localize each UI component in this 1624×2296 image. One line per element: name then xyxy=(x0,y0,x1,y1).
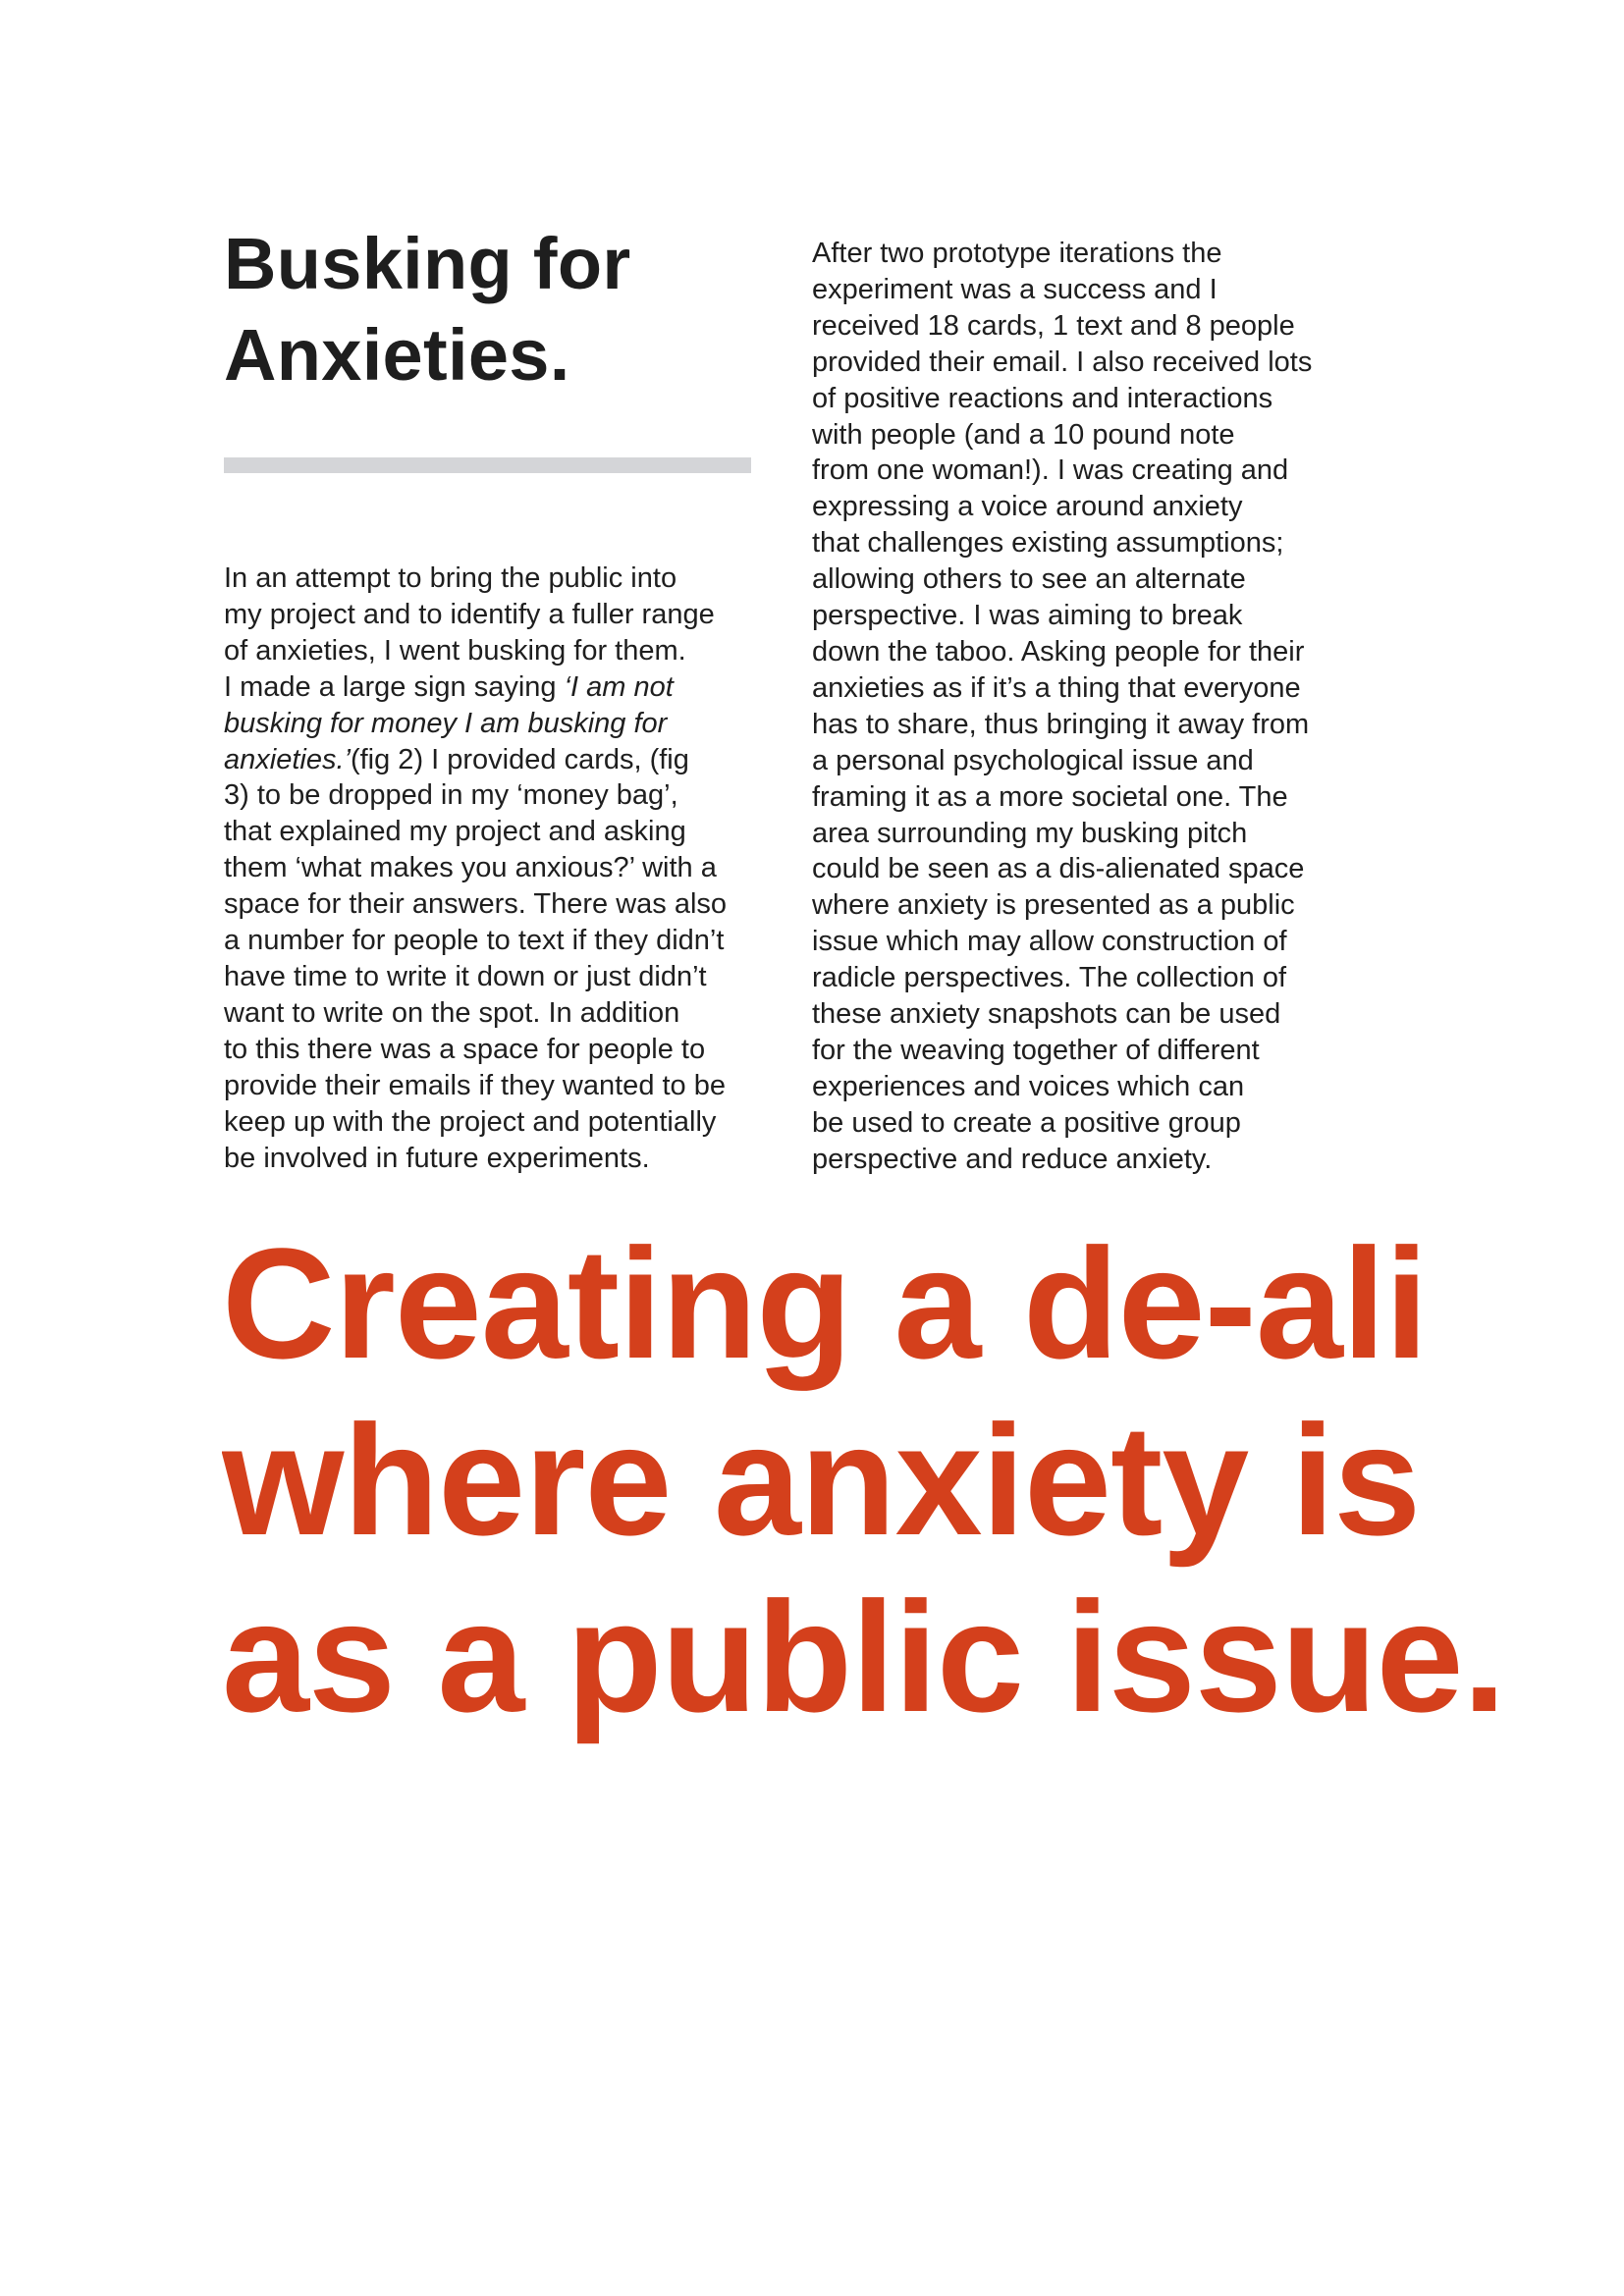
left-column-text-after-quote: (fig 2) I provided cards, (fig 3) to be dropped in my ‘money bag’, that explained my project and asking them ‘what makes you anxious?’ with a space for their answers. There was also a number for people to text if they didn’t have time to write it down or just didn’t want to write on the spot. In addition to this there was a space for people to provide their emails if they wanted to be keep up with the project and potentially be involved in future experiments. xyxy=(224,743,728,1174)
pull-quote xyxy=(222,1215,1624,1745)
left-column-quoted-sign: ‘I am not busking for money I am busking for anxieties.’ xyxy=(224,670,674,775)
article-title-line-1: Busking for xyxy=(224,223,631,304)
title-divider xyxy=(224,457,751,473)
article-title xyxy=(224,218,754,400)
article-title-line-2: Anxieties. xyxy=(224,314,570,396)
pull-quote-line-2: where anxiety is xyxy=(222,1392,1421,1568)
left-column-text-before-quote: In an attempt to bring the public into my project and to identify a fuller range of anxieties, I went busking for them. I made a large sign saying xyxy=(224,562,715,703)
left-column-paragraph xyxy=(224,561,813,1176)
pull-quote-line-3: as a public issue. xyxy=(222,1569,1505,1744)
right-column-paragraph: After two prototype iterations the experiment was a success and I received 18 cards, 1 text and 8 people provided their email. I also received lots of positive reactions and interactions with people (and a 10 pound note from one woman!). I was creating and expressing a voice around anxiety that challenges existing assumptions; allowing others to see an alternate perspective. I was aiming to break down the taboo. Asking people for their anxieties as if it’s a thing that everyone has to share, thus bringing it away from a personal psychological issue and framing it as a more societal one. The area surrounding my busking pitch could be seen as a dis-alienated space where anxiety is presented as a public issue which may allow construction of radicle perspectives. The collection of these anxiety snapshots can be used for the weaving together of different experiences and voices which can be used to create a positive group perspective and reduce anxiety. xyxy=(812,238,1313,1175)
pull-quote-line-1: Creating a de-ali xyxy=(222,1215,1428,1391)
